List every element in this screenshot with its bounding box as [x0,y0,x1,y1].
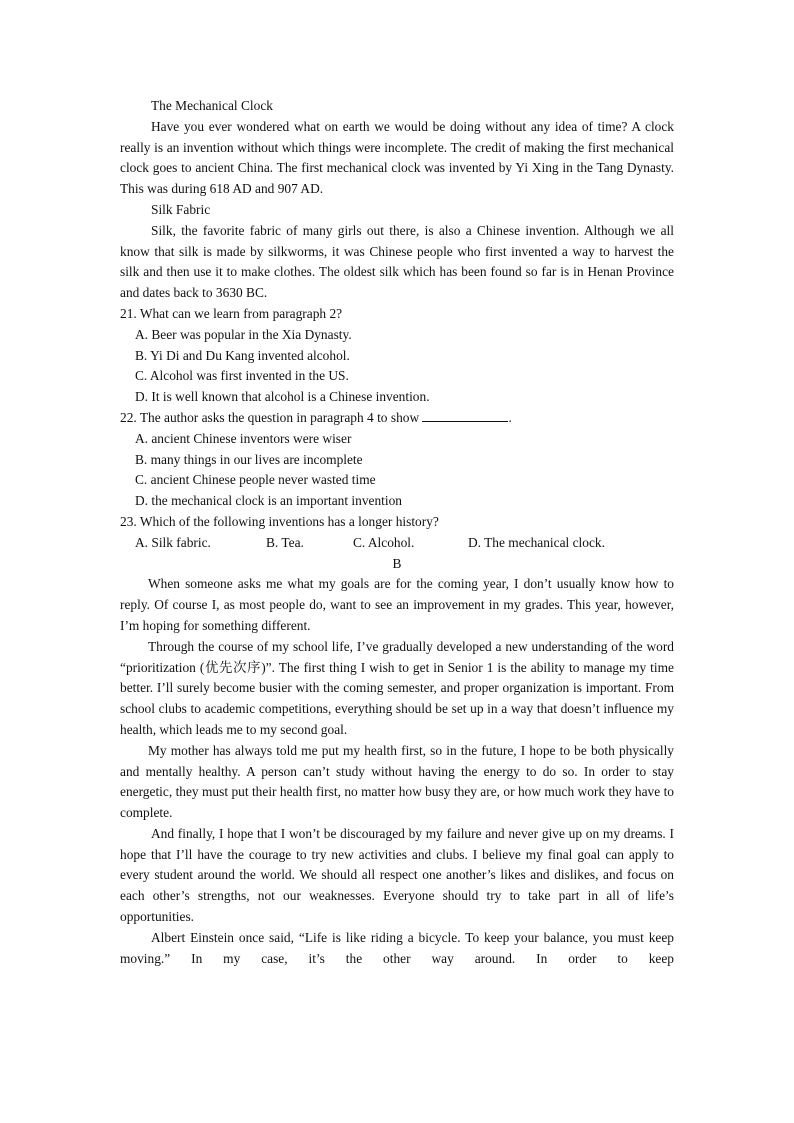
section-b-label: B [392,555,402,571]
exam-page [120,96,674,969]
option-d: D. the mechanical clock is an important invention [135,493,402,509]
question-stem-text: 22. The author asks the question in paragraph 4 to show [120,409,420,425]
question-23 [120,512,674,554]
silk-heading: Silk Fabric [151,201,211,217]
option-b: B. many things in our lives are incomplete [135,451,363,467]
clock-heading: The Mechanical Clock [151,98,273,113]
question-stem-end: . [508,409,512,425]
options-row [120,533,674,554]
answer-blank [422,408,508,422]
question-22 [120,408,674,512]
option-a: A. Beer was popular in the Xia Dynasty. [135,326,352,342]
option-a: A. ancient Chinese inventors were wiser [135,430,352,446]
option-b: B. Tea. [266,534,304,550]
option-b: B. Yi Di and Du Kang invented alcohol. [135,347,350,363]
passage-b-paragraph-1: When someone asks me what my goals are for the coming year, I don’t usually know how to reply. Of course I, as most people do, want to see an improvement in my grades. This year, however, I’m hoping for something different. [120,576,674,633]
option-d: D. The mechanical clock. [468,534,605,550]
clock-paragraph: Have you ever wondered what on earth we would be doing without any idea of time? A clock really is an invention without which things were incomplete. The credit of making the first mechanical clock goes to ancient China. The first mechanical clock was invented by Yi Xing in the Tang Dynasty. This was during 618 AD and 907 AD. [120,118,674,197]
question-21 [120,304,674,408]
question-stem: 21. What can we learn from paragraph 2? [120,305,343,321]
option-a: A. Silk fabric. [135,534,211,550]
passage-b-paragraph-3: My mother has always told me put my health first, so in the future, I hope to be both physically and mentally healthy. A person can’t study without having the energy to do so. In order to stay energetic, they must put their health first, no matter how busy they are, or how much work they have to complete. [120,742,674,821]
option-c: C. Alcohol. [353,534,415,550]
passage-b-paragraph-5: Albert Einstein once said, “Life is like riding a bicycle. To keep your balance, you must keep moving.” In my case, it’s the other way around. In order to keep [120,929,674,966]
silk-paragraph: Silk, the favorite fabric of many girls out there, is also a Chinese invention. Although we all know that silk is made by silkworms, it was Chinese people who first invented a way to harvest the silk and then use it to make clothes. The oldest silk which has been found so far is in Henan Province and dates back to 3630 BC. [120,222,674,301]
passage-b-paragraph-4: And finally, I hope that I won’t be discouraged by my failure and never give up on my dreams. I hope that I’ll have the courage to try new activities and clubs. I believe my final goal can apply to every student around the world. We should all respect one another’s likes and dislikes, and focus on each other’s strengths, not our weaknesses. Everyone should try to take part in all of life’s opportunities. [120,825,674,925]
option-d: D. It is well known that alcohol is a Chinese invention. [135,389,430,405]
passage-b-paragraph-2: Through the course of my school life, I’ve gradually developed a new understanding of the word “prioritization (优先次序)”. The first thing I wish to get in Senior 1 is the ability to manage my time better. I’ll surely become busier with the coming semester, and proper organization is important. From school clubs to academic competitions, everything should be set up in a way that doesn’t influence my health, which leads me to my second goal. [120,638,674,737]
question-stem: 23. Which of the following inventions has a longer history? [120,513,439,529]
option-c: C. Alcohol was first invented in the US. [135,368,349,384]
option-c: C. ancient Chinese people never wasted time [135,472,376,488]
question-stem [120,408,674,429]
